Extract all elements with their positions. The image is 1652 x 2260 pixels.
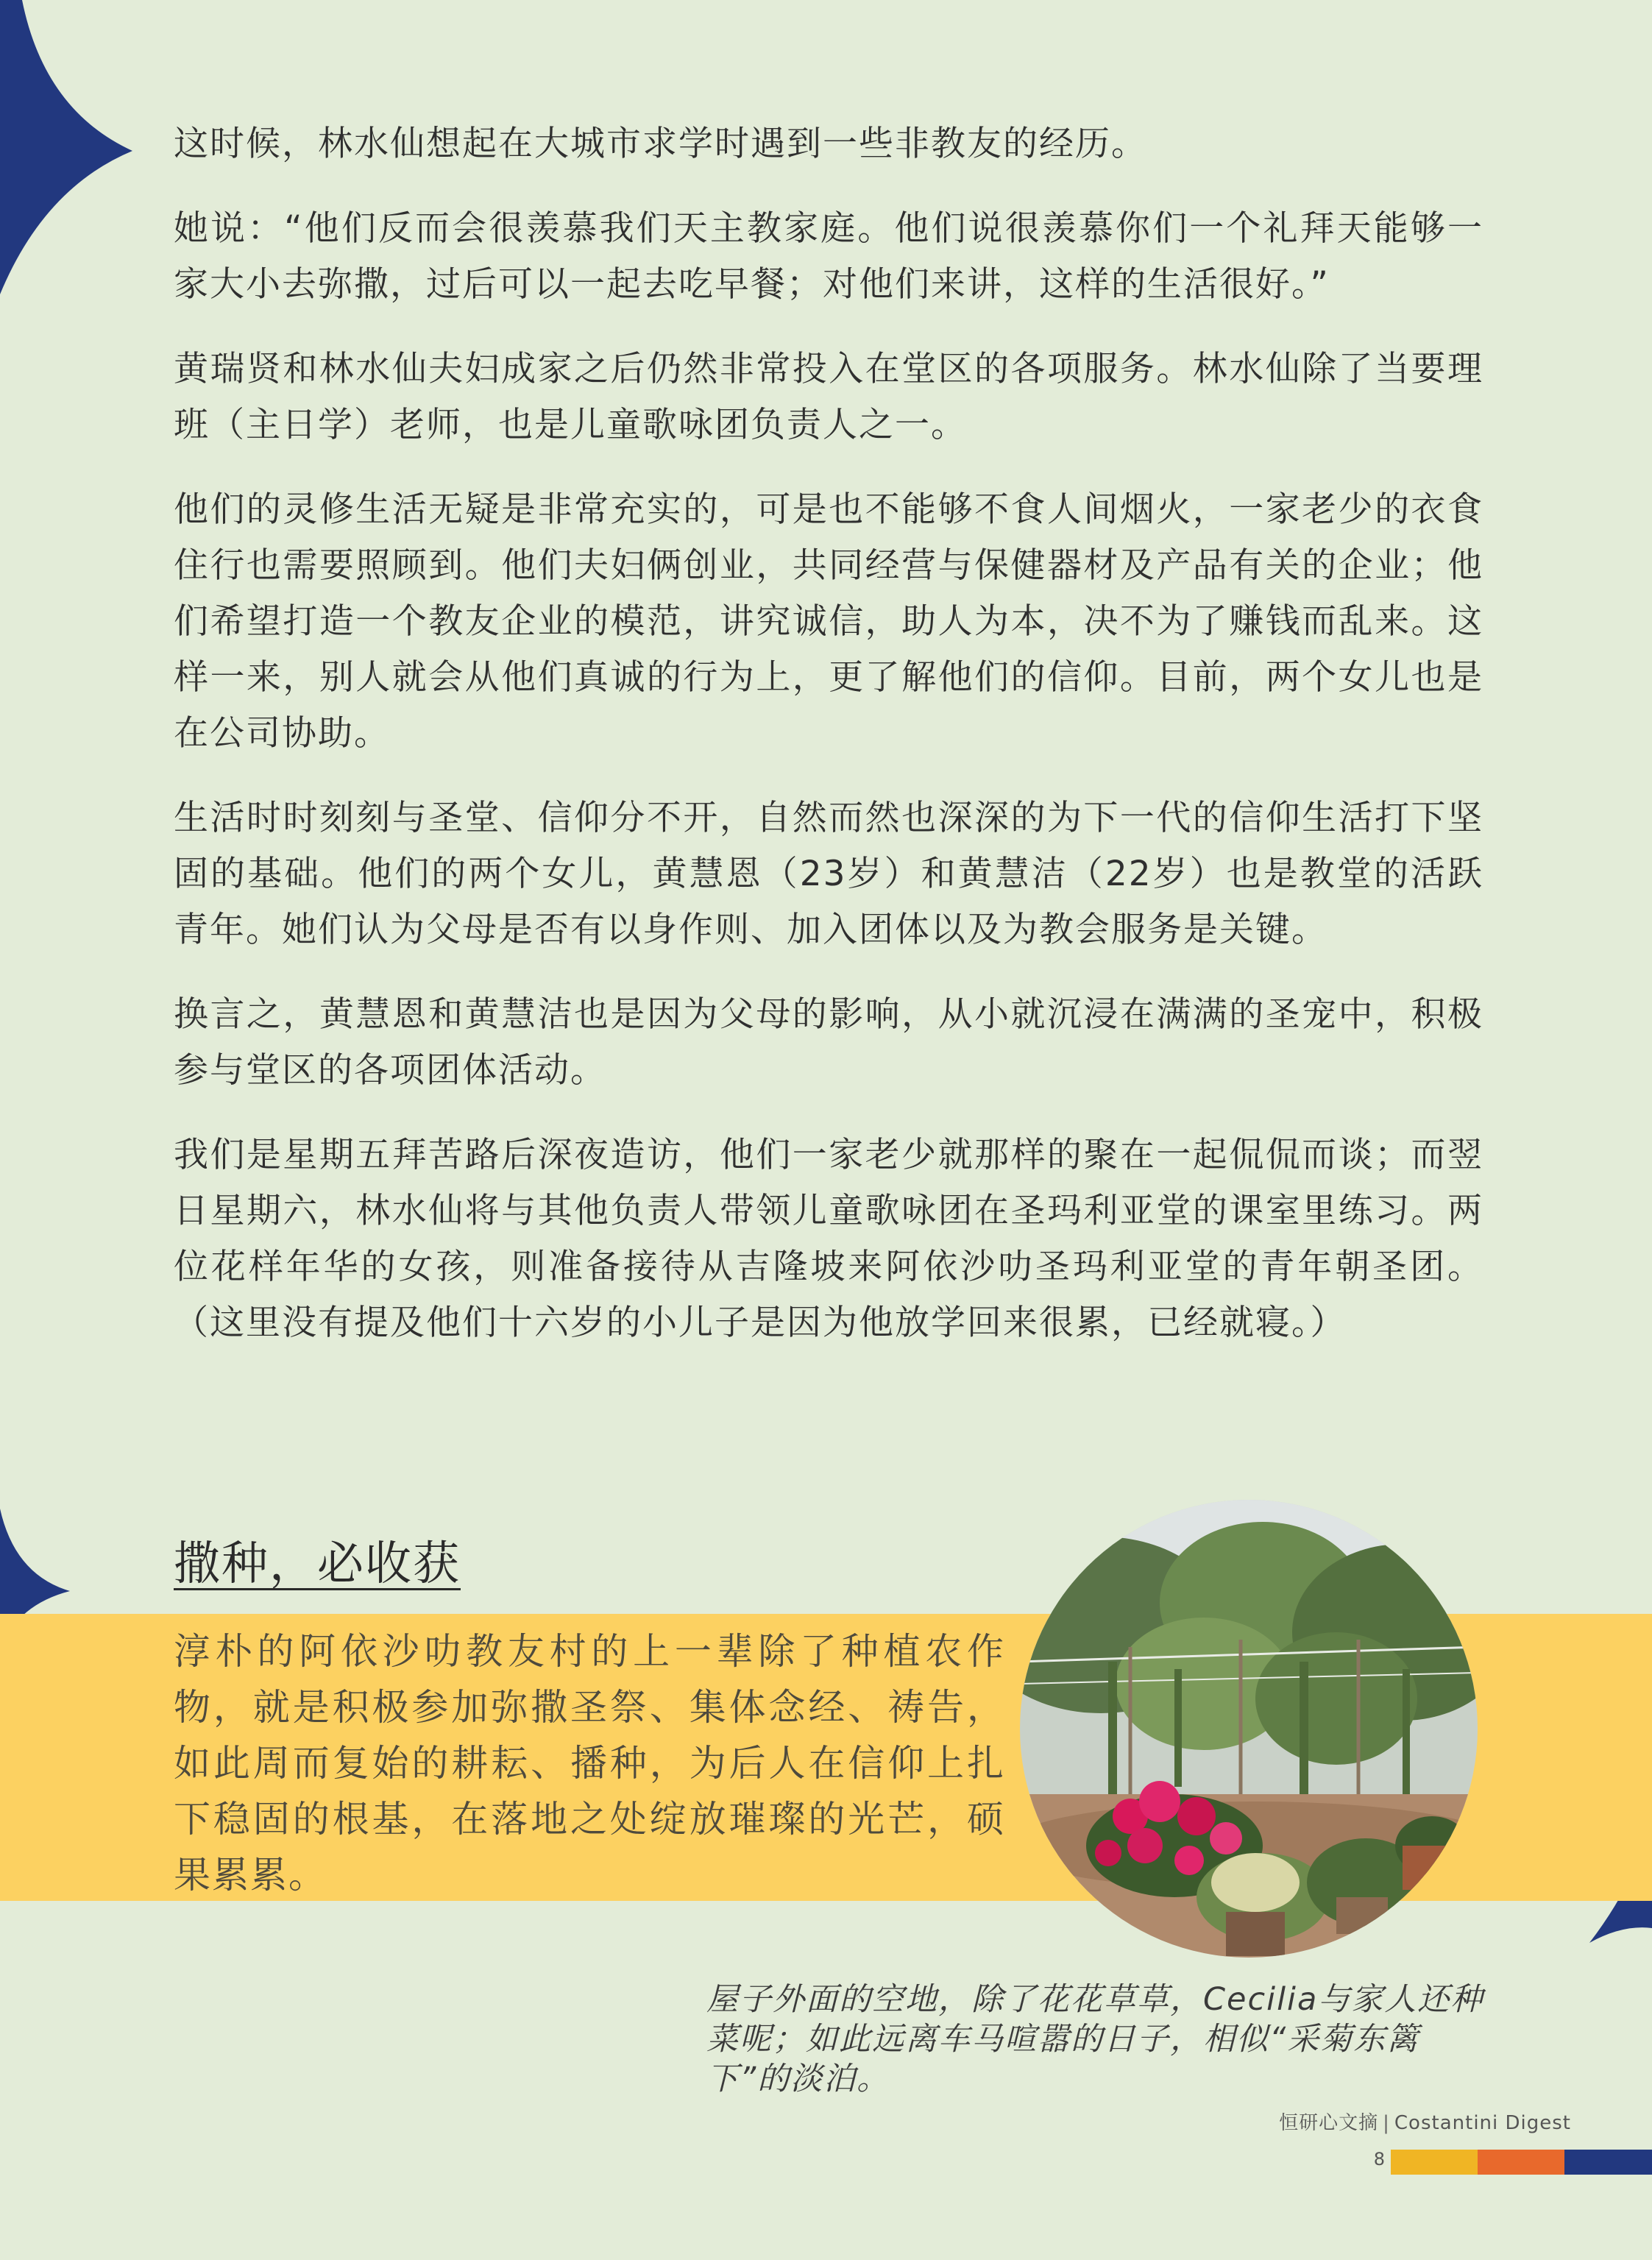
paragraph-6: 换言之，黄慧恩和黄慧洁也是因为父母的影响，从小就沉浸在满满的圣宠中，积极参与堂区的各项团体活动。 bbox=[174, 994, 1483, 1091]
publication-name bbox=[1279, 2108, 1571, 2135]
paragraph-4: 他们的灵修生活无疑是非常充实的，可是也不能够不食人间烟火，一家老少的衣食住行也需要照顾到。他们夫妇俩创业，共同经营与保健器材及产品有关的企业；他们希望打造一个教友企业的模范，讲究诚信，助人为本，决不为了赚钱而乱来。这样一来，别人就会从他们真诚的行为上，更了解他们的信仰。目前，两个女儿也是在公司协助。 bbox=[174, 489, 1483, 754]
photo-caption: 屋子外面的空地，除了花花草草，Cecilia与家人还种菜呢；如此远离车马喧嚣的日子，相似“采菊东篱下”的淡泊。 bbox=[706, 1981, 1484, 2097]
footer-separator: | bbox=[1383, 2112, 1390, 2134]
navy-curve-top-left bbox=[0, 0, 140, 309]
garden-photo bbox=[1020, 1500, 1478, 1958]
highlight-text: 淳朴的阿依沙叻教友村的上一辈除了种植农作物，就是积极参加弥撒圣祭、集体念经、祷告，如此周而复始的耕耘、播种，为后人在信仰上扎下稳固的根基，在落地之处绽放璀璨的光芒，硕果累累。 bbox=[174, 1630, 1005, 1896]
paragraph-3: 黄瑞贤和林水仙夫妇成家之后仍然非常投入在堂区的各项服务。林水仙除了当要理班（主日学）老师，也是儿童歌咏团负责人之一。 bbox=[174, 349, 1483, 445]
paragraph-7: 我们是星期五拜苦路后深夜造访，他们一家老少就那样的聚在一起侃侃而谈；而翌日星期六，林水仙将与其他负责人带领儿童歌咏团在圣玛利亚堂的课室里练习。两位花样年华的女孩，则准备接待从吉隆坡来阿依沙叻圣玛利亚堂的青年朝圣团。（这里没有提及他们十六岁的小儿子是因为他放学回来很累，已经就寝。） bbox=[174, 1135, 1483, 1343]
paragraph-2: 她说：“他们反而会很羡慕我们天主教家庭。他们说很羡慕你们一个礼拜天能够一家大小去弥撒，过后可以一起去吃早餐；对他们来讲，这样的生活很好。” bbox=[174, 208, 1483, 305]
color-bar-navy bbox=[1564, 2150, 1652, 2175]
color-bar-gold bbox=[1391, 2150, 1478, 2175]
publication-name-en: Costantini Digest bbox=[1394, 2112, 1571, 2134]
article-body bbox=[174, 116, 1483, 1380]
paragraph-1: 这时候，林水仙想起在大城市求学时遇到一些非教友的经历。 bbox=[174, 124, 1147, 164]
publication-name-cn: 恒研心文摘 bbox=[1279, 2112, 1379, 2134]
paragraph-5: 生活时时刻刻与圣堂、信仰分不开，自然而然也深深的为下一代的信仰生活打下坚固的基础。他们的两个女儿，黄慧恩（23岁）和黄慧洁（22岁）也是教堂的活跃青年。她们认为父母是否有以身作则、加入团体以及为教会服务是关键。 bbox=[174, 798, 1483, 950]
color-bar-orange bbox=[1478, 2150, 1564, 2175]
page-number: 8 bbox=[1373, 2149, 1385, 2169]
section-heading: 撒种，必收获 bbox=[174, 1537, 461, 1590]
